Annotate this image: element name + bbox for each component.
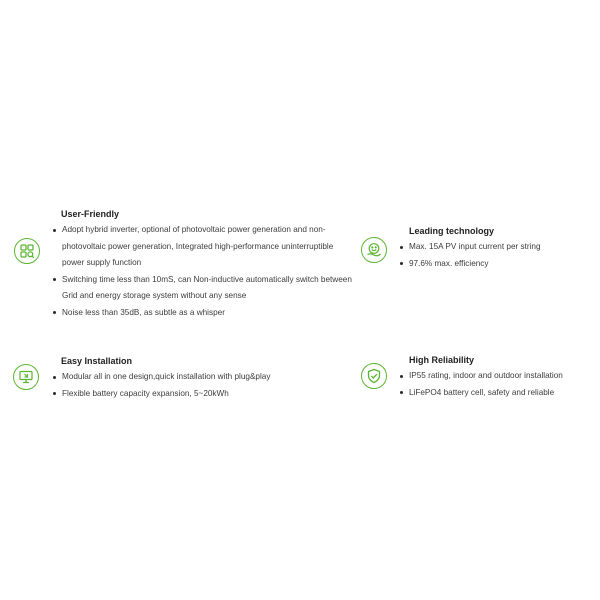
list-item: Noise less than 35dB, as subtle as a whisper [53, 305, 353, 322]
shield-check-icon [361, 363, 387, 389]
feature-bullet-list [400, 239, 590, 272]
monitor-install-icon [13, 364, 39, 390]
feature-bullet-list [53, 369, 353, 402]
list-item: Modular all in one design,quick installation with plug&play [53, 369, 353, 386]
list-item: Flexible battery capacity expansion, 5~20kWh [53, 386, 353, 403]
list-item: 97.6% max. efficiency [400, 256, 590, 273]
feature-title: Easy Installation [61, 356, 133, 366]
feature-title: Leading technology [409, 226, 495, 236]
list-item: Max. 15A PV input current per string [400, 239, 590, 256]
feature-bullet-list [400, 368, 595, 401]
list-item: Adopt hybrid inverter, optional of photovoltaic power generation and non-photovoltaic power generation, Integrated high-performance uninterruptible power supply function [53, 222, 353, 272]
list-item: IP55 rating, indoor and outdoor installation [400, 368, 595, 385]
feature-bullet-list [53, 222, 353, 321]
list-item: Switching time less than 10mS, can Non-inductive automatically switch between Grid and energy storage system without any sense [53, 272, 353, 305]
feature-title: User-Friendly [61, 209, 120, 219]
list-item: LiFePO4 battery cell, safety and reliable [400, 385, 595, 402]
smiley-hand-icon [361, 237, 387, 263]
app-grid-icon [14, 238, 40, 264]
feature-title: High Reliability [409, 355, 475, 365]
